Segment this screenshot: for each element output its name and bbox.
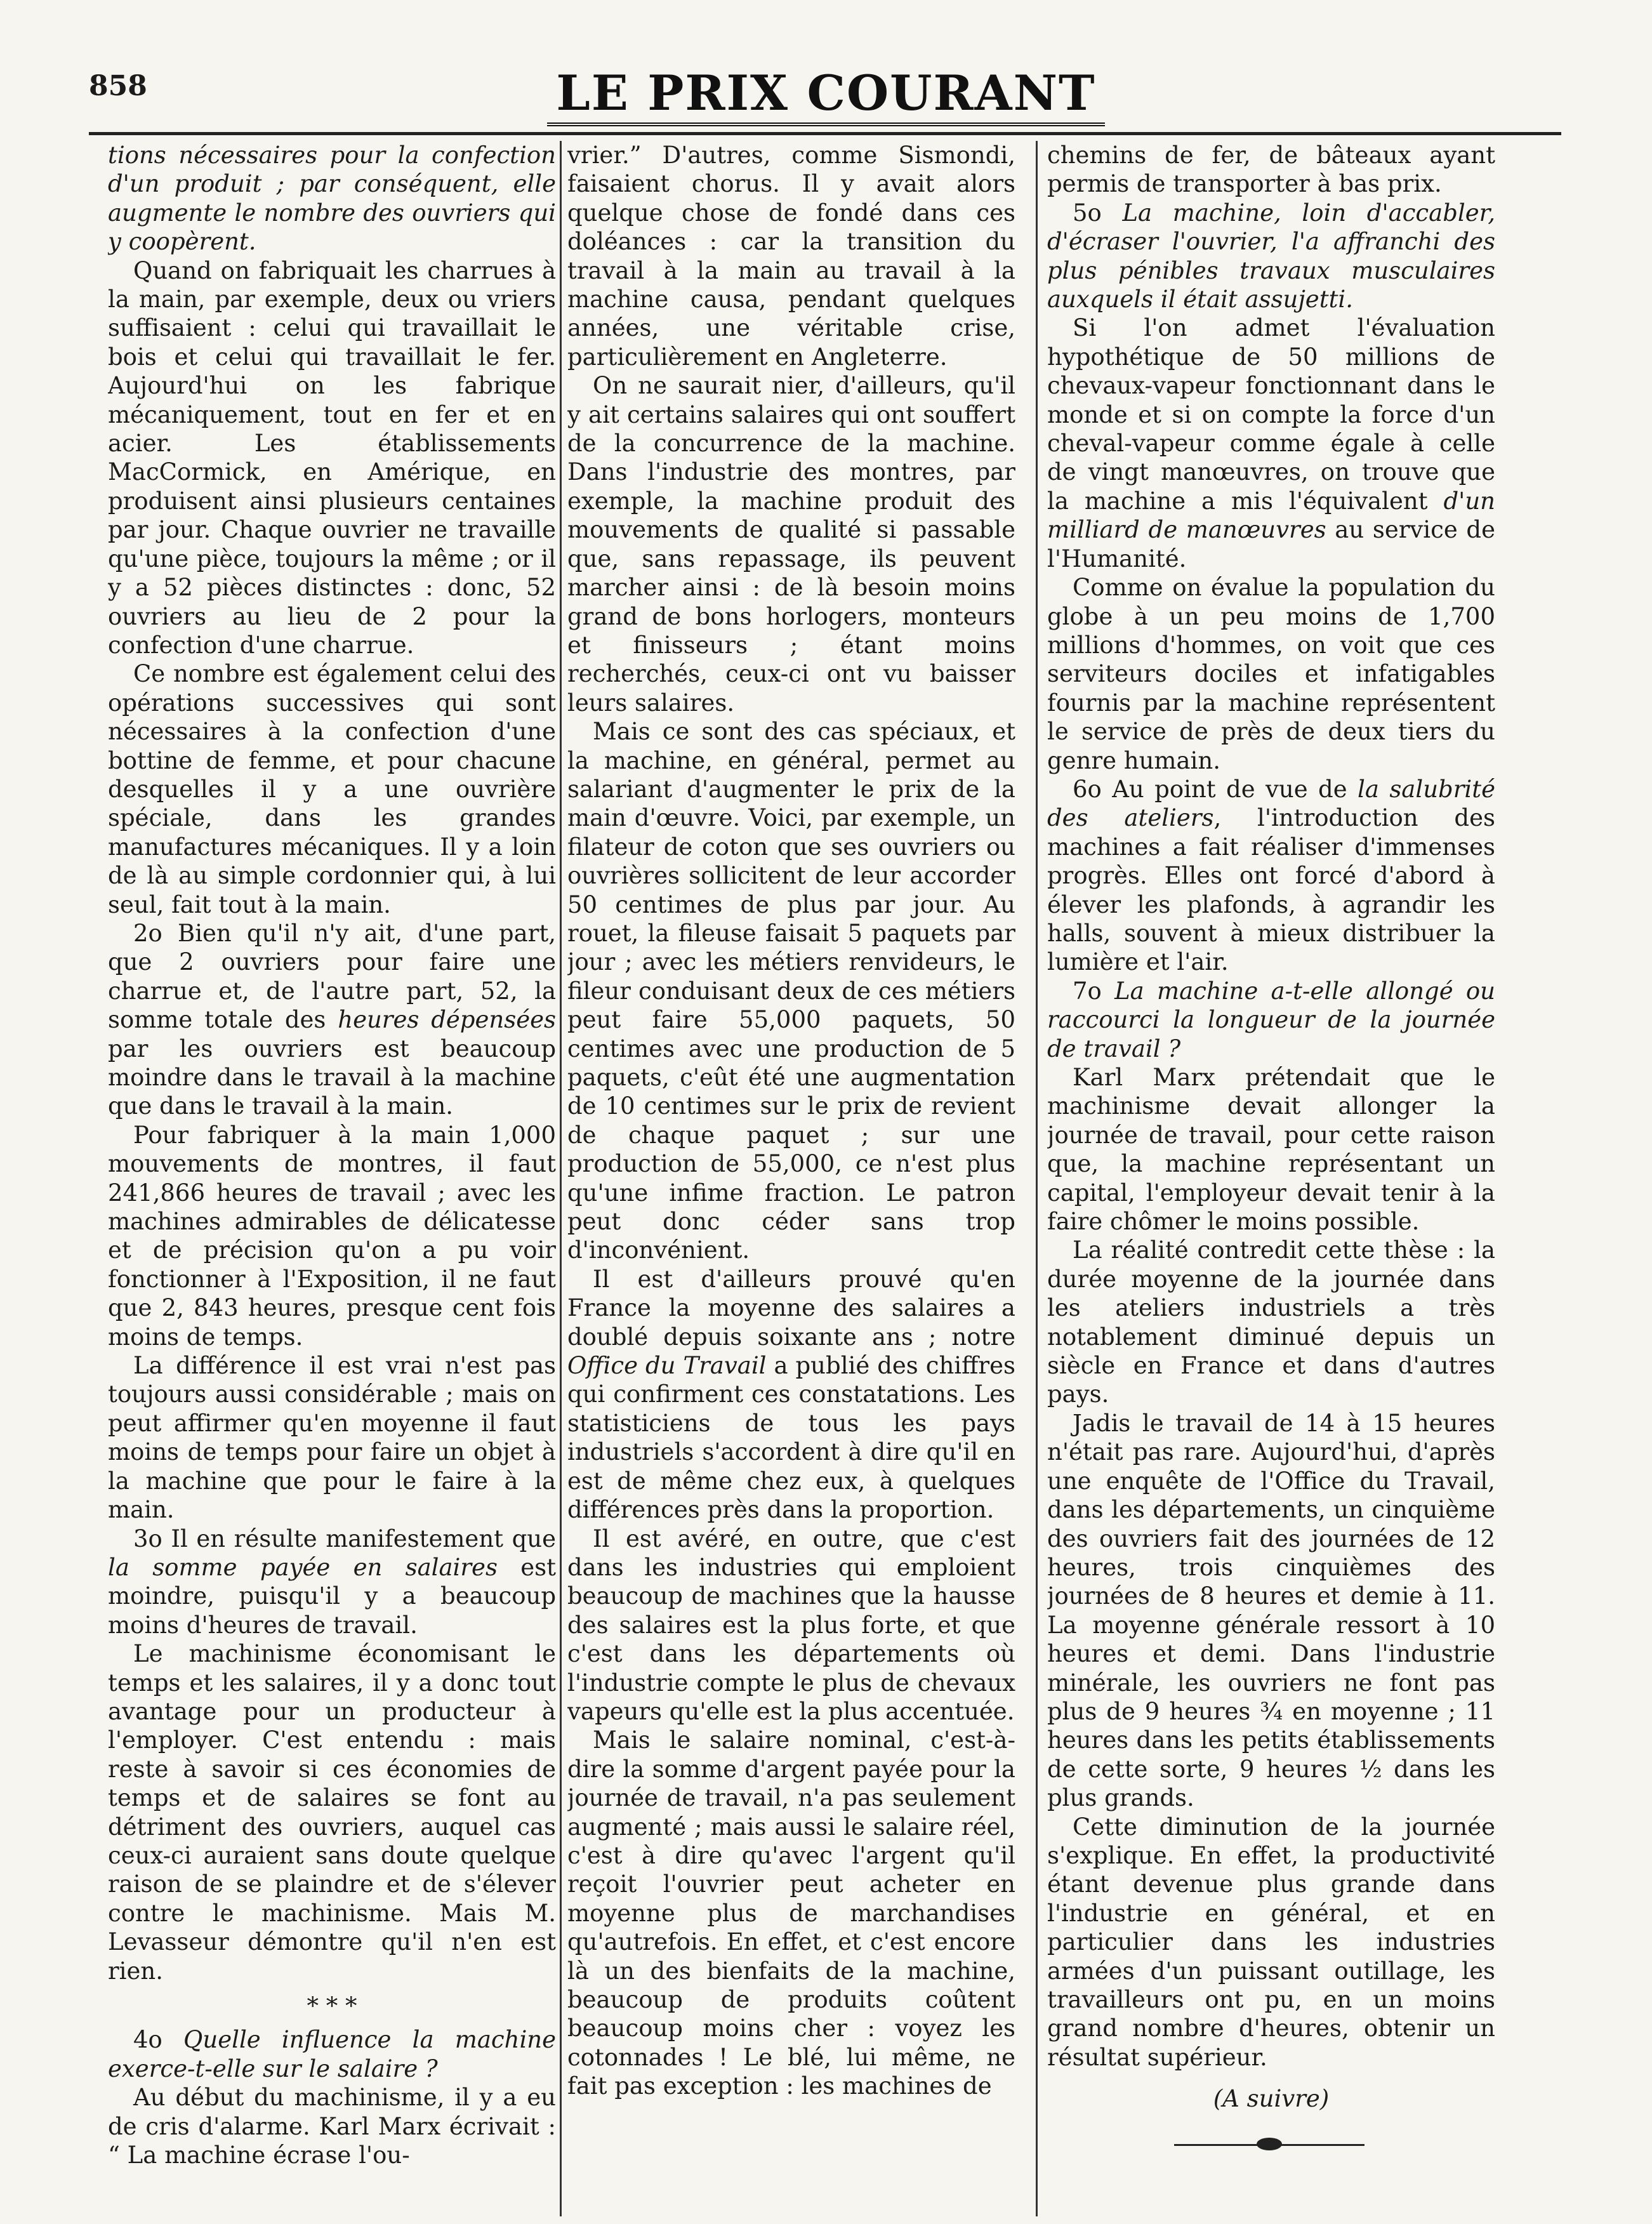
paragraph: Quand on fabriquait les charrues à la main, par exemple, deux ou vriers suffisaient : celui qui travaillait le bois et celui qui travaillait le fer. Aujourd'hui on les fabrique mécaniquement, tout en fer et en acier. Les établissements MacCormick, en Amérique, en produisent ainsi plusieurs centaines par jour. Chaque ouvrier ne travaille qu'une pièce, toujours la même ; or il y a 52 pièces distinctes : donc, 52 ouvriers au lieu de 2 pour la confection d'une charrue.	[108, 256, 556, 659]
text-run: 6o Au point de vue de	[1073, 775, 1358, 803]
text-run: 4o	[133, 2026, 184, 2054]
text-run: par les ouvriers est beaucoup moindre dans le travail à la machine que dans le travail à la main.	[108, 1035, 556, 1120]
paragraph: Le machinisme économisant le temps et les salaires, il y a donc tout avantage pour un producteur à l'employer. C'est entendu : mais reste à savoir si ces économies de temps et de salaires se font au détriment des ouvriers, auquel cas ceux-ci auraient sans doute quelque raison de se plaindre et de s'élever contre le machinisme. Mais M. Levasseur démontre qu'il n'en est rien.	[108, 1640, 556, 1985]
paragraph: tions nécessaires pour la confection d'un produit ; par conséquent, elle augmente le nombre des ouvriers qui y coopèrent.	[108, 142, 556, 256]
paragraph: Ce nombre est également celui des opérations successives qui sont nécessaires à la confection d'une bottine de femme, et pour chacune desquelles il y a une ouvrière spéciale, dans les grandes manufactures mécaniques. Il y a loin de là au simple cordonnier qui, à lui seul, fait tout à la main.	[108, 660, 556, 918]
italic-run: La machine, loin d'accabler, d'écraser l'ouvrier, l'a affranchi des plus pénibles travaux musculaires auxquels il était assujetti.	[1047, 199, 1495, 314]
column-3	[1047, 141, 1495, 2216]
paragraph	[567, 1265, 1015, 1525]
column-divider	[560, 141, 562, 2216]
ornament-diamond	[1257, 2138, 1282, 2150]
page-number: 858	[89, 70, 147, 102]
text-run: 5o	[1073, 199, 1123, 227]
text-run: Il est d'ailleurs prouvé qu'en France la moyenne des salaires a doublé depuis soixante ans ; notre	[567, 1265, 1015, 1351]
paragraph: Jadis le travail de 14 à 15 heures n'était pas rare. Aujourd'hui, d'après une enquête de l'Office du Travail, dans les départements, un cinquième des ouvriers fait des journées de 12 heures, trois cinquièmes des journées de 8 heures et demie à 11. La moyenne générale ressort à 10 heures et demi. Dans l'industrie minérale, les ouvriers ne font pas plus de 9 heures ¾ en moyenne ; 11 heures dans les petits établissements de cette sorte, 9 heures ½ dans les plus grands.	[1047, 1409, 1495, 1812]
paragraph: Il est avéré, en outre, que c'est dans les industries qui emploient beaucoup de machines que la hausse des salaires est la plus forte, et que c'est dans les départements où l'industrie compte le plus de chevaux vapeurs qu'elle est la plus accentuée.	[567, 1525, 1015, 1725]
text-run: 7o	[1073, 977, 1115, 1005]
paragraph	[1047, 199, 1495, 314]
column-2	[567, 141, 1015, 2216]
italic-run: Office du Travail	[567, 1352, 767, 1380]
paragraph: Karl Marx prétendait que le machinisme devait allonger la journée de travail, pour cette raison que, la machine représentant un capital, l'employeur devait tenir à la faire chômer le moins possible.	[1047, 1064, 1495, 1236]
paragraph: vrier.” D'autres, comme Sismondi, faisaient chorus. Il y avait alors quelque chose de fondé dans ces doléances : car la transition du travail à la main au travail à la machine causa, pendant quelques années, une véritable crise, particulièrement en Angleterre.	[567, 142, 1015, 371]
masthead-title: LE PRIX COURANT	[547, 63, 1104, 126]
italic-run: La machine a-t-elle allongé ou raccourci la longueur de la journée de travail ?	[1047, 977, 1495, 1062]
text-run: 2o Bien qu'il n'y ait, d'une part, que 2 ouvriers pour faire une charrue et, de l'autre part, 52, la somme totale des	[108, 919, 556, 1034]
paragraph: On ne saurait nier, d'ailleurs, qu'il y ait certains salaires qui ont souffert de la concurrence de la machine. Dans l'industrie des montres, par exemple, la machine produit des mouvements de qualité si passable que, sans repassage, ils peuvent marcher ainsi : de là besoin moins grand de bons horlogers, monteurs et finisseurs ; étant moins recherchés, ceux-ci ont vu baisser leurs salaires.	[567, 372, 1015, 717]
paragraph: Mais le salaire nominal, c'est-à-dire la somme d'argent payée pour la journée de travail, n'a pas seulement augmenté ; mais aussi le salaire réel, c'est à dire qu'avec l'argent qu'il reçoit l'ouvrier peut acheter en moyenne plus de marchandises qu'autrefois. En effet, et c'est encore là un des bienfaits de la machine, beaucoup de produits coûtent beaucoup moins cher : voyez les cotonnades ! Le blé, lui même, ne fait pas exception : les machines de	[567, 1726, 1015, 2100]
text-run: est moindre, puisqu'il y a beaucoup moins d'heures de travail.	[108, 1553, 556, 1639]
italic-run: la salubrité des ateliers	[1047, 775, 1495, 832]
paragraph	[108, 919, 556, 1121]
paragraph: Pour fabriquer à la main 1,000 mouvements de montres, il faut 241,866 heures de travail ; avec les machines admirables de délicatesse et de précision qu'on a pu voir fonctionner à l'Exposition, il ne faut que 2, 843 heures, presque cent fois moins de temps.	[108, 1121, 556, 1351]
italic-run: heures dépensées	[338, 1006, 556, 1034]
paragraph	[1047, 775, 1495, 977]
text-run: Si l'on admet l'évaluation hypothétique de 50 millions de chevaux-vapeur fonctionnant dans le monde et si on compte la force d'un cheval-vapeur comme égale à celle de vingt manœuvres, on trouve que la machine a mis l'équivalent	[1047, 314, 1495, 515]
continued-notice: (A suivre)	[1213, 2085, 1330, 2113]
paragraph: Cette diminution de la journée s'explique. En effet, la productivité étant devenue plus grande dans l'industrie en général, et en particulier dans les industries armées d'un puissant outillage, les travailleurs ont pu, en un moins grand nombre d'heures, obtenir un résultat supérieur.	[1047, 1813, 1495, 2071]
paragraph: Au début du machinisme, il y a eu de cris d'alarme. Karl Marx écrivait : “ La machine écrase l'ou-	[108, 2084, 556, 2169]
italic-run: d'un milliard de manœuvres	[1047, 487, 1495, 544]
paragraph	[1047, 977, 1495, 1063]
paragraph: La différence il est vrai n'est pas toujours aussi considérable ; mais on peut affirmer qu'en moyenne il faut moins de temps pour faire un objet à la machine que pour le faire à la main.	[108, 1352, 556, 1524]
end-ornament	[1047, 2133, 1495, 2158]
masthead-logo	[0, 63, 1652, 126]
italic-run: Quelle influence la machine exerce-t-elle sur le salaire ?	[108, 2026, 556, 2082]
paragraph	[1047, 314, 1495, 573]
paragraph: chemins de fer, de bâteaux ayant permis de transporter à bas prix.	[1047, 142, 1495, 198]
paragraph: Comme on évalue la population du globe à un peu moins de 1,700 millions d'hommes, on voit que ces serviteurs dociles et infatigables fournis par la machine représentent le service de près de deux tiers du genre humain.	[1047, 574, 1495, 774]
paragraph	[108, 2025, 556, 2083]
paragraph: Mais ce sont des cas spéciaux, et la machine, en général, permet au salariant d'augmenter le prix de la main d'œuvre. Voici, par exemple, un filateur de coton que ses ouvriers ou ouvrières sollicitent de leur accorder 50 centimes de plus par jour. Au rouet, la fileuse faisait 5 paquets par jour ; avec les métiers renvideurs, le fileur conduisant deux de ces métiers peut faire 55,000 paquets, 50 centimes avec une production de 5 paquets, c'eût été une augmentation de 10 centimes sur le prix de revient de chaque paquet ; sur une production de 55,000, ce n'est plus qu'une infime fraction. Le patron peut donc céder sans trop d'inconvénient.	[567, 718, 1015, 1264]
text-run: a publié des chiffres qui confirment ces constatations. Les statisticiens de tous les pays industriels s'accordent à dire qu'il en est de même chez eux, à quelques différences près dans la proportion.	[567, 1352, 1015, 1524]
column-1	[108, 141, 556, 2216]
article-columns	[108, 141, 1555, 2216]
paragraph	[108, 1525, 556, 1640]
text-run: , l'introduction des machines a fait réaliser d'immenses progrès. Elles ont forcé d'abord à élever les plafonds, à agrandir les halls, souvent à mieux distribuer la lumière et l'air.	[1047, 804, 1495, 976]
italic-run: la somme payée en salaires	[108, 1553, 498, 1581]
section-stars: * * *	[307, 1992, 357, 2020]
text-run: 3o Il en résulte manifestement que	[133, 1525, 556, 1552]
header-rule	[89, 132, 1561, 135]
column-divider	[1036, 141, 1038, 2216]
text-run: au service de l'Humanité.	[1047, 516, 1495, 573]
paragraph: La réalité contredit cette thèse : la durée moyenne de la journée dans les ateliers industriels a très notablement diminué depuis un siècle en France et dans d'autres pays.	[1047, 1236, 1495, 1408]
